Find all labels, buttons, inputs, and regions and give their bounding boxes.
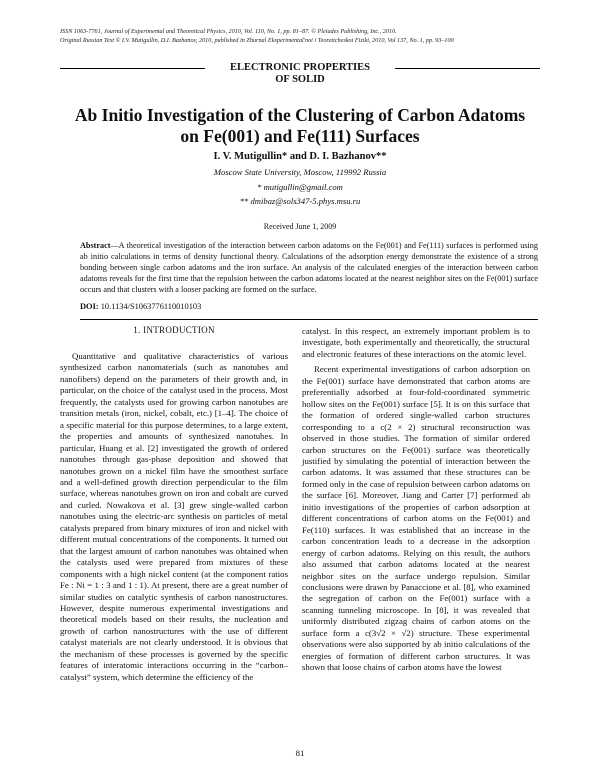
- journal-header: [60, 27, 560, 45]
- doi-link[interactable]: 10.1134/S1063776110010103: [100, 302, 202, 311]
- abstract-divider: [80, 319, 538, 320]
- abstract: [80, 241, 538, 296]
- doi-label: DOI:: [80, 302, 99, 311]
- journal-header-line2: Original Russian Text © I.V. Mutigullin, D.I. Bazhanov, 2010, published in Zhurnal Eksperimental'noi i Teoreticheskoi Fiziki, 2010, Vol 137, No. 1, pp. 93–100: [60, 37, 454, 44]
- section-title: [210, 62, 390, 85]
- abstract-label: Abstract: [80, 241, 111, 250]
- section-rule-right: [395, 68, 540, 69]
- journal-header-line1: ISSN 1063-7761, Journal of Experimental and Theoretical Physics, 2010, Vol. 110, No. 1, pp. 81–87. © Pleiades Publishing, Inc., 2010.: [60, 28, 397, 35]
- page-number: 81: [295, 748, 305, 758]
- affiliation: Moscow State University, Moscow, 119992 Russia: [213, 167, 387, 177]
- intro-paragraph-1-continued: catalyst. In this respect, an extremely important problem is to investigate, both experimentally and theoretically, the structural and electronic features of these interactions on the atomic level.: [302, 326, 530, 359]
- email-second-author: ** dmibaz@sols347-5.phys.msu.ru: [239, 196, 361, 206]
- intro-paragraph-2: Recent experimental investigations of carbon adsorption on the Fe(001) surface have demonstrated that carbon atoms are preferentially adsorbed at four-fold-coordinated symmetric hollow sites on the Fe(001) surface [5]. It is on this surface that the formation of ordered single-walled carbon structures corresponding to a c(2 × 2) structural reconstruction was observed in those studies. The formation of similar ordered carbon structures on the Fe(001) surface was theoretically justified by simulating the potential of interaction between the carbon adatoms. It was assumed that these structures can be formed only in the case of repulsion between carbon adatoms on the surface [6]. Moreover, Jiang and Carter [7] performed ab initio investigations of the properties of carbon adsorption at different concentrations of carbon atoms on the Fe(001) and Fe(110) surfaces. It was established that an increase in the carbon concentration leads to a decrease in the adsorption energy of carbon adatoms. Relying on this result, the authors also assumed that carbon adatoms located at the nearest neighbor sites on the surface undergo repulsion. Similar conclusions were drawn by Panaccione et al. [8], who examined the segregation of carbon on the Fe(001) surface with a scanning tunneling microscope. In [8], it was revealed that uniformly distributed zigzag chains of carbon atoms on the surface form a c(3√2 × √2) structure. These experimental observations were also supported by ab initio calculations of the energies of formation of different carbon structures. It was shown that loose chains of carbon atoms have the lowest: [302, 364, 530, 673]
- author-list: I. V. Mutigullin* and D. I. Bazhanov**: [213, 151, 387, 162]
- received-date: Received June 1, 2009: [263, 222, 337, 231]
- email-first-author: * mutigullin@gmail.com: [257, 182, 343, 192]
- article-title: [40, 105, 560, 147]
- article-title-line1: Ab Initio Investigation of the Clustering of Carbon Adatoms: [74, 105, 526, 125]
- intro-paragraph-1: Quantitative and qualitative characteristics of various synthesized carbon nanomaterials (such as nanotubes and nanofibers) depend on the parameters of their growth and, in particular, on the choice of the catalyst used in the process. Most frequently, the catalysts used for growing carbon nanotubes are transition metals (iron, nickel, cobalt, etc.) [1–4]. The choice of a specific material for this purpose determines, to a large extent, the properties and amounts of synthesized nanotubes. In particular, Huang et al. [2] investigated the growth of ordered nanotubes through gas-phase deposition and showed that nanotubes grown on a nickel film have the smoothest surface and a well-defined growth direction perpendicular to the film surface, whereas nanotubes grown on iron and cobalt are curved and curled. Nowakova et al. [3] grew single-walled carbon nanotubes using the electric-arc synthesis on particles of metal catalysts prepared from binary mixtures of iron and nickel with different mutual concentrations of the components. It turned out that the largest amount of carbon nanotubes was obtained when the catalysts used were prepared from mixtures of these components with a high nickel content (at the component ratios Fe : Ni = 1 : 3 and 1 : 1). At present, there are a great number of similar studies on catalytic synthesis of carbon nanostructures. However, despite numerous experimental investigations and theoretical models based on their results, the nucleation and growth of carbon nanostructures with the use of different catalyst materials are not clearly understood. It is obvious that the mechanism of these processes is governed by the specific features of interatomic interactions occurring in the “carbon–catalyst” system, which determine the efficiency of the: [60, 351, 288, 682]
- section-title-line1: ELECTRONIC PROPERTIES: [230, 62, 370, 73]
- doi: [80, 302, 201, 311]
- right-column: [302, 326, 530, 674]
- section-title-line2: OF SOLID: [275, 73, 325, 85]
- left-column: [60, 351, 288, 683]
- intro-heading: 1. INTRODUCTION: [133, 325, 215, 335]
- article-title-line2: on Fe(001) and Fe(111) Surfaces: [180, 126, 420, 146]
- section-rule-left: [60, 68, 205, 69]
- abstract-text: —A theoretical investigation of the interaction between carbon adatoms on the Fe(001) and Fe(111) surfaces is performed using ab initio calculations in terms of density functional theory. Calculations of the adsorption energy demonstrate the existence of a strong bonding between single carbon adatoms and the iron surface. An analysis of the calculated energies of the interaction between carbon adatoms reveals for the first time that the repulsion between the carbon adatoms located at the nearest neighbor sites on the Fe(001) surface occurs and that clusters with a looser packing are formed on the surface.: [80, 241, 538, 294]
